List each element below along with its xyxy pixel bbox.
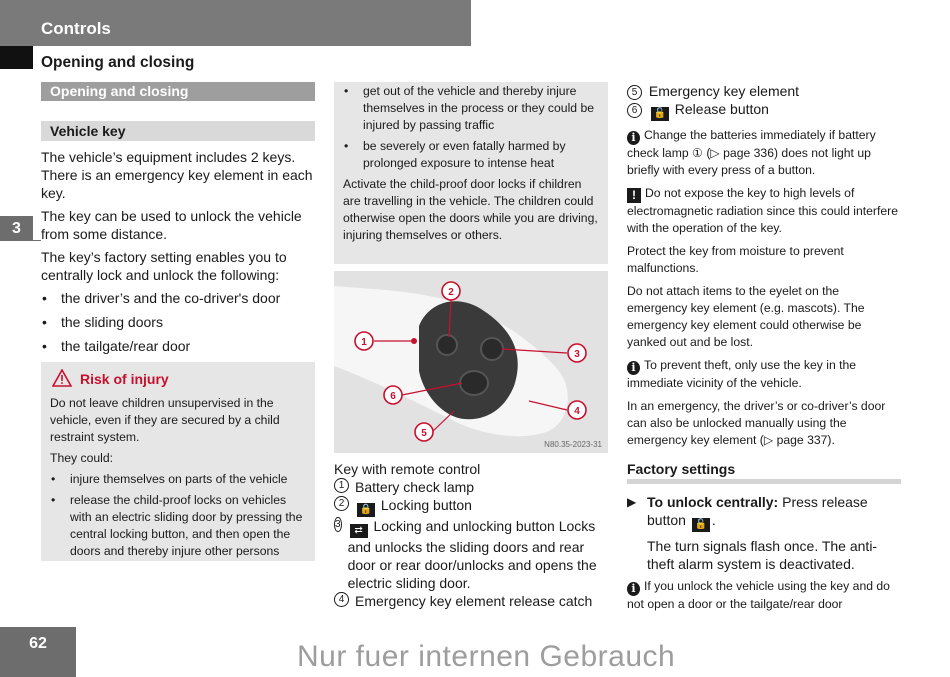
warning-text: Do not leave children unsupervised in the vehicle, even if they are secured by a child restraint system.	[50, 396, 280, 444]
column-middle	[334, 82, 608, 610]
callout-3: 3	[574, 349, 580, 360]
warning-title	[50, 368, 305, 390]
step-text: Press release button	[647, 494, 868, 528]
paragraph: The key can be used to unlock the vehicle from some distance.	[41, 208, 302, 242]
info-note-text: To prevent theft, only use the key in the immediate vicinity of the vehicle.	[627, 358, 857, 390]
legend-item	[334, 592, 608, 610]
legend-title: Key with remote control	[334, 461, 481, 477]
legend-text: Emergency key element release catch	[355, 593, 593, 609]
legend-item	[334, 496, 608, 517]
lock-closed-icon: 🔒	[357, 503, 375, 517]
sliding-door-icon: ⇄	[350, 524, 368, 538]
legend-number: 1	[334, 478, 349, 493]
page-number: 62	[0, 627, 76, 677]
chapter-tab: 3	[0, 216, 33, 241]
callout-6: 6	[390, 391, 396, 402]
figure-code: N80.35-2023-31	[544, 440, 602, 449]
legend-number: 4	[334, 592, 349, 607]
warning-bullets	[343, 83, 598, 172]
black-marker	[0, 46, 33, 69]
callout-5: 5	[421, 428, 427, 439]
legend-item	[334, 478, 608, 496]
warning-text: Activate the child-proof door locks if children are travelling in the vehicle. The children could otherwise open the doors while you are driving, injuring themselves or others.	[343, 177, 598, 242]
list-item: • the tailgate/rear door	[41, 337, 315, 355]
subsection-bar: Vehicle key	[41, 121, 315, 141]
exclamation-icon: !	[627, 188, 641, 203]
step-label: To unlock centrally:	[647, 494, 779, 510]
key-figure	[334, 271, 608, 453]
info-note	[627, 127, 901, 179]
factory-settings-heading: Factory settings	[627, 461, 901, 484]
warning-title-text: Risk of injury	[80, 371, 169, 387]
legend-item	[334, 517, 608, 592]
legend-number: 3	[335, 519, 341, 530]
paragraph: In an emergency, the driver’s or co-driver’s door can also be unlocked manually using the emergency key element (▷ page 337).	[627, 399, 886, 447]
section-title: Controls	[41, 19, 111, 38]
legend-text: Locking button	[380, 497, 472, 513]
section-bar: Opening and closing	[41, 82, 315, 101]
legend-item	[627, 100, 901, 121]
caution-note-text: Do not expose the key to high levels of electromagnetic radiation since this could interfere with the operation of the key.	[627, 186, 898, 235]
callout-2: 2	[448, 287, 454, 298]
step-result: The turn signals flash once. The anti-theft alarm system is deactivated.	[647, 538, 878, 572]
legend-list	[627, 82, 901, 121]
paragraph: Protect the key from moisture to prevent malfunctions.	[627, 244, 844, 275]
watermark: Nur fuer internen Gebrauch	[297, 640, 676, 673]
caution-note	[627, 185, 901, 237]
warning-they-could: They could:	[50, 451, 114, 465]
list-item: • injure themselves on parts of the vehicle	[50, 471, 305, 488]
lock-open-icon: 🔓	[651, 107, 669, 121]
warning-box	[41, 362, 315, 561]
callout-1: 1	[361, 337, 367, 348]
legend-number: 5	[627, 85, 642, 100]
paragraph: The key’s factory setting enables you to centrally lock and unlock the following:	[41, 249, 287, 283]
paragraph: The vehicle’s equipment includes 2 keys. There is an emergency key element in each key.	[41, 149, 313, 201]
info-note	[627, 357, 901, 392]
list-item: • be severely or even fatally harmed by prolonged exposure to intense heat	[343, 138, 598, 172]
legend-text: Emergency key element	[648, 83, 800, 99]
bullet-list	[41, 289, 315, 355]
chapter-tab-line	[33, 240, 41, 241]
info-icon: i	[627, 131, 640, 145]
legend-number: 6	[627, 103, 642, 118]
page-subtitle: Opening and closing	[41, 54, 195, 71]
list-item: • release the child-proof locks on vehicles with an electric sliding door by pressing the central locking button, and then open the doors and thereby injure other persons	[50, 492, 305, 560]
callout-4: 4	[574, 406, 580, 417]
info-icon: i	[627, 361, 640, 375]
instruction-step: ▶ To unlock centrally: Press release button 🔓 . The turn signals flash once. The anti-theft alarm system is deactivated.	[627, 493, 901, 573]
legend-text: Locking and unlocking button Locks and unlocks the sliding doors and rear door or rear door/unlocks and opens the electric sliding door.	[347, 518, 597, 591]
list-item: • the sliding doors	[41, 313, 315, 331]
warning-triangle-icon	[52, 369, 72, 387]
info-note-text: Change the batteries immediately if battery check lamp ① (▷ page 336) does not light up briefly with every press of a button.	[627, 128, 876, 177]
info-note	[627, 578, 901, 613]
column-right	[627, 82, 901, 613]
lock-open-icon: 🔓	[692, 518, 710, 532]
step-arrow-icon: ▶	[627, 495, 637, 509]
column-left	[41, 82, 315, 561]
legend-text: Release button	[674, 101, 769, 117]
legend-number: 2	[334, 496, 349, 511]
list-item: • get out of the vehicle and thereby injure themselves in the process or they could be injured by passing traffic	[343, 83, 598, 134]
legend-item	[627, 82, 901, 100]
warning-bullets	[50, 471, 305, 560]
legend-list	[334, 478, 608, 610]
warning-box-continued	[334, 82, 608, 264]
legend-text: Battery check lamp	[355, 479, 475, 495]
list-item: • the driver’s and the co-driver's door	[41, 289, 315, 307]
paragraph: Do not attach items to the eyelet on the emergency key element (e.g. mascots). The emergency key element could otherwise be yanked out and be lost.	[627, 284, 865, 349]
info-note-text: If you unlock the vehicle using the key and do not open a door or the tailgate/rear door	[627, 579, 890, 611]
info-icon: i	[627, 582, 640, 596]
key-remote-illustration	[334, 271, 608, 453]
